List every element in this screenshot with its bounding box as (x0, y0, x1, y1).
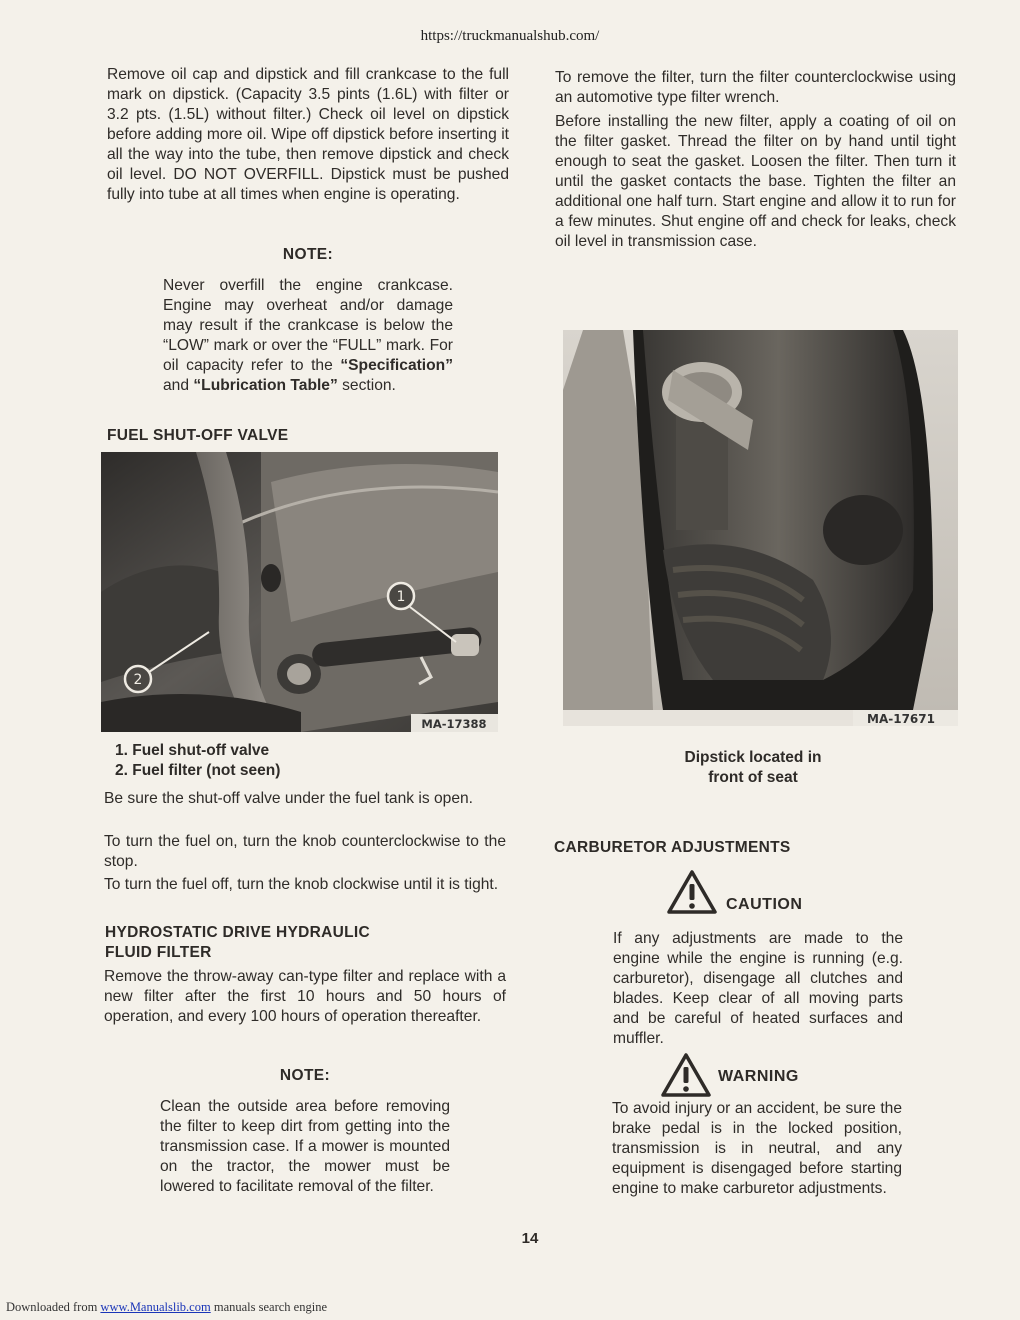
heading-line: FLUID FILTER (105, 944, 212, 961)
callout-2: 2 (133, 672, 143, 688)
heading-line: HYDROSTATIC DRIVE HYDRAULIC (105, 924, 371, 941)
carburetor-heading: CARBURETOR ADJUSTMENTS (554, 839, 791, 856)
note-overfill-text: Never overfill the engine crankcase. Engine may overheat and/or damage may result if the crankcase is below the “LOW” mark or over the “FULL” mark. For oil capacity refer to the (163, 277, 453, 374)
caution-title: CAUTION (726, 896, 803, 913)
note-title: NOTE: (279, 1067, 331, 1084)
list-item: 2. Fuel filter (not seen) (115, 762, 281, 779)
download-footer (6, 1300, 327, 1315)
warning-text: To avoid injury or an accident, be sure the brake pedal is in the locked position, transmission is in neutral, and any equipment is disengaged before starting engine to make carburetor adjustments. (612, 1100, 902, 1197)
caption-line: Dipstick located in (684, 749, 822, 766)
hydro-filter-text: Remove the throw-away can-type filter and replace with a new filter after the first 10 hours and 50 hours of operation, and every 100 hours of operation thereafter. (104, 968, 506, 1025)
note-title: NOTE: (282, 246, 334, 263)
hydrostatic-filter-heading (105, 923, 370, 963)
fuel-valve-illustration (101, 452, 498, 732)
list-item: 1. Fuel shut-off valve (115, 742, 270, 759)
caution-triangle-icon (666, 869, 718, 915)
page-number: 14 (521, 1230, 539, 1247)
dipstick-photo (563, 330, 958, 726)
source-url[interactable]: https://truckmanualshub.com/ (420, 28, 600, 44)
footer-suffix: manuals search engine (213, 1300, 327, 1314)
fuel-on-text: To turn the fuel on, turn the knob counterclockwise to the stop. (104, 833, 506, 870)
filter-removal-text: To remove the filter, turn the filter counterclockwise using an automotive type filter wrench. (555, 69, 956, 106)
caption-line: front of seat (708, 769, 798, 786)
specification-ref: “Specification” (340, 357, 453, 374)
callout-1: 1 (396, 589, 406, 605)
dipstick-illustration (563, 330, 958, 726)
dipstick-caption (563, 748, 943, 788)
footer-prefix: Downloaded from (6, 1300, 98, 1314)
filter-install-text: Before installing the new filter, apply a coating of oil on the filter gasket. Thread the filter on by hand until tight enough to seat the gasket. Loosen the filter. Then turn it until the gasket contacts the base. Tighten the filter an additional one half turn. Start engine and allow it to run for a few minutes. Shut engine off and check for leaks, check oil level in transmission case. (555, 113, 956, 250)
fuel-off-text: To turn the fuel off, turn the knob clockwise until it is tight. (104, 876, 499, 893)
fuel-valve-open-text: Be sure the shut-off valve under the fuel tank is open. (104, 790, 473, 807)
photo-label-dipstick: MA-17671 (867, 712, 935, 726)
note-overfill (163, 276, 453, 396)
and-text: and (163, 377, 190, 394)
warning-title: WARNING (718, 1068, 799, 1085)
manualslib-link[interactable]: www.Manualslib.com (100, 1300, 211, 1314)
note-clean-area: Clean the outside area before removing the filter to keep dirt from getting into the transmission case. If a mower is mounted on the tractor, the mower must be lowered to facilitate removal of the filter. (160, 1098, 450, 1195)
section-text: section. (342, 377, 396, 394)
warning-triangle-icon (660, 1052, 712, 1098)
oil-fill-instructions: Remove oil cap and dipstick and fill crankcase to the full mark on dipstick. (Capacity 3.5 pints (1.6L) with filter or 3.2 pts. (1.5L) without filter.) Check oil level on dipstick before adding more oil. Wipe off dipstick before inserting it all the way into the tube, then remove dipstick and check oil level. DO NOT OVERFILL. Dipstick must be pushed fully into tube at all times when engine is operating. (107, 66, 509, 203)
fuel-shutoff-heading: FUEL SHUT-OFF VALVE (107, 427, 289, 444)
lubrication-table-ref: “Lubrication Table” (193, 377, 338, 394)
photo-label-fuel: MA-17388 (421, 717, 487, 731)
fuel-parts-list (115, 741, 280, 781)
caution-text: If any adjustments are made to the engine while the engine is running (e.g. carburetor), disengage all clutches and blades. Keep clear of all moving parts and be careful of heated surfaces and muffler. (613, 930, 903, 1047)
fuel-valve-photo (101, 452, 498, 732)
